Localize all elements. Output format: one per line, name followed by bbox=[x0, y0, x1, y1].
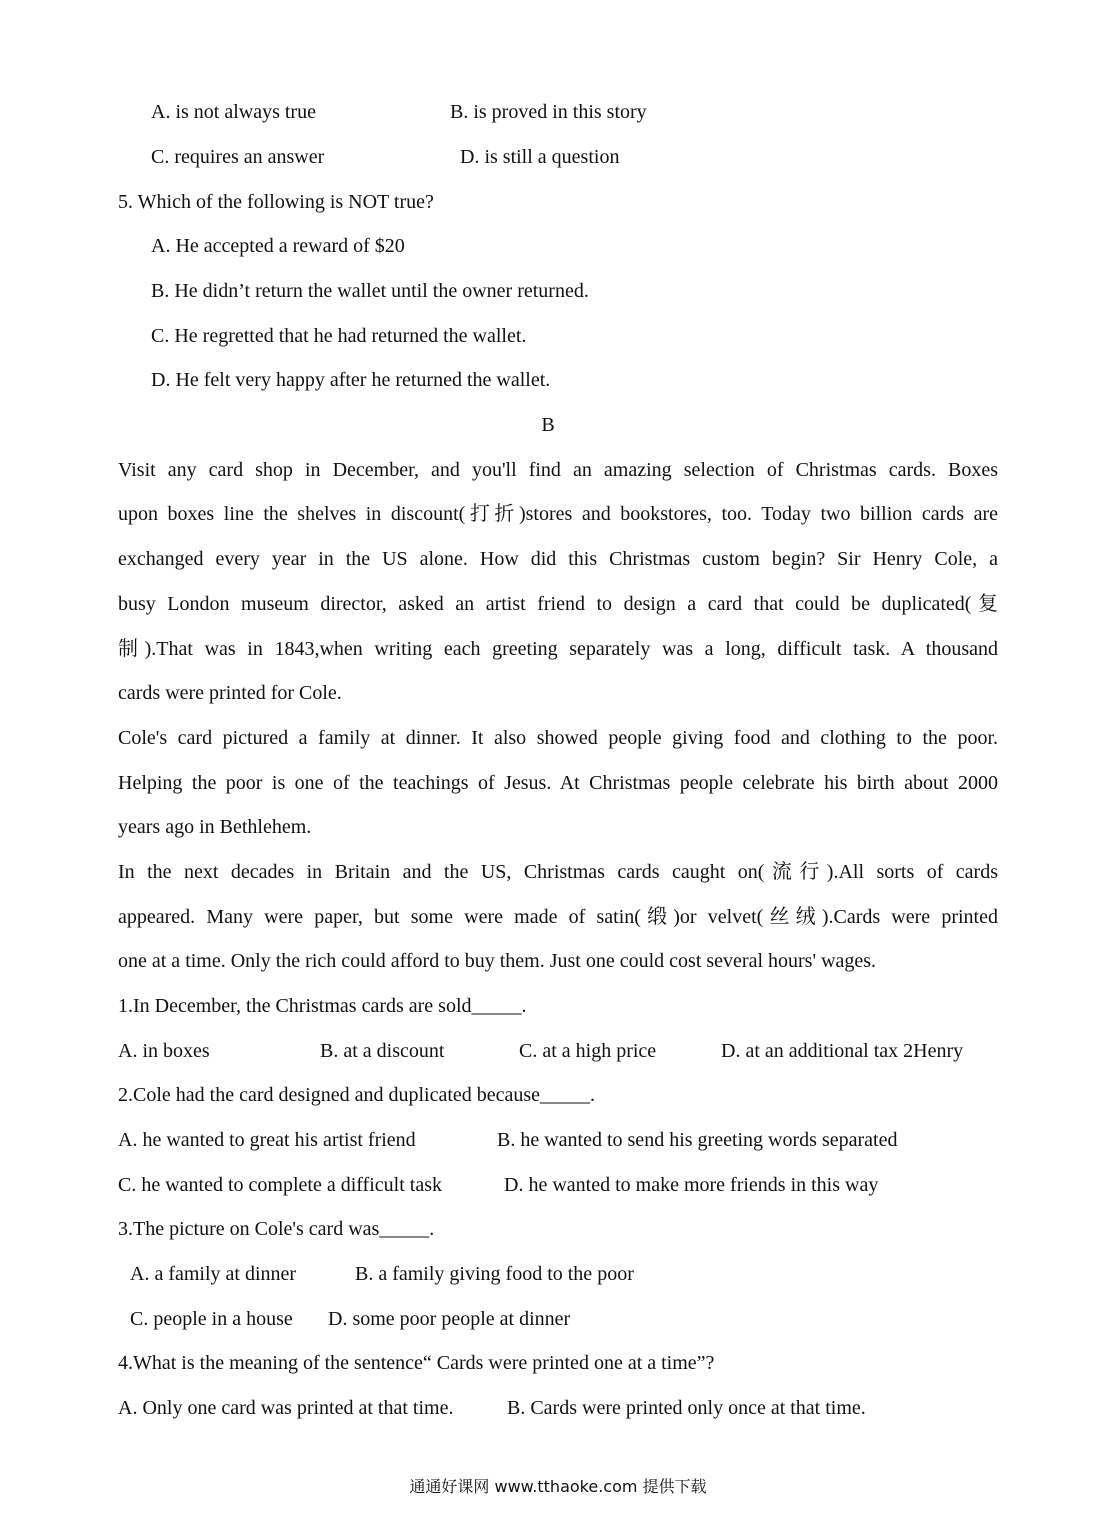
option-a: A. Only one card was printed at that time. bbox=[118, 1397, 454, 1419]
option-d: D. at an additional tax 2Henry bbox=[721, 1040, 964, 1062]
passage-line: 制).That was in 1843,when writing each greeting separately was a long, difficult task. A thousand bbox=[118, 638, 998, 660]
option-d: D. he wanted to make more friends in this way bbox=[504, 1174, 879, 1196]
option-d: D. He felt very happy after he returned the wallet. bbox=[151, 369, 551, 391]
option-c: C. people in a house bbox=[130, 1308, 293, 1330]
passage-line: busy London museum director, asked an artist friend to design a card that could be duplicated(复 bbox=[118, 593, 998, 615]
passage-line: exchanged every year in the US alone. How did this Christmas custom begin? Sir Henry Cole, a bbox=[118, 548, 998, 570]
option-b: B. he wanted to send his greeting words separated bbox=[497, 1129, 898, 1151]
option-b: B. Cards were printed only once at that time. bbox=[507, 1397, 866, 1419]
passage-line: one at a time. Only the rich could afford to buy them. Just one could cost several hours' wages. bbox=[118, 950, 877, 972]
option-a: A. he wanted to great his artist friend bbox=[118, 1129, 416, 1151]
option-d: D. is still a question bbox=[460, 146, 620, 168]
passage-line: Helping the poor is one of the teachings of Jesus. At Christmas people celebrate his birth about 2000 bbox=[118, 772, 998, 794]
question-stem: 1.In December, the Christmas cards are sold_____. bbox=[118, 995, 527, 1017]
question-stem: 3.The picture on Cole's card was_____. bbox=[118, 1218, 435, 1240]
question-stem: 4.What is the meaning of the sentence“ Cards were printed one at a time”? bbox=[118, 1352, 715, 1374]
passage-line: Visit any card shop in December, and you'll find an amazing selection of Christmas cards. Boxes bbox=[118, 459, 998, 481]
option-c: C. requires an answer bbox=[151, 146, 325, 168]
option-b: B. He didn’t return the wallet until the owner returned. bbox=[151, 280, 589, 302]
option-a: A. a family at dinner bbox=[130, 1263, 297, 1285]
section-heading: B bbox=[541, 414, 555, 436]
passage-line: appeared. Many were paper, but some were made of satin(缎)or velvet(丝绒).Cards were printed bbox=[118, 906, 998, 928]
passage-line: In the next decades in Britain and the US, Christmas cards caught on(流行).All sorts of cards bbox=[118, 861, 998, 883]
passage-line: Cole's card pictured a family at dinner. It also showed people giving food and clothing to the poor. bbox=[118, 727, 998, 749]
option-c: C. He regretted that he had returned the wallet. bbox=[151, 325, 527, 347]
option-b: B. at a discount bbox=[320, 1040, 445, 1062]
question-stem: 5. Which of the following is NOT true? bbox=[118, 191, 434, 213]
option-d: D. some poor people at dinner bbox=[328, 1308, 571, 1330]
option-b: B. is proved in this story bbox=[450, 101, 647, 123]
option-a: A. in boxes bbox=[118, 1040, 210, 1062]
option-c: C. he wanted to complete a difficult task bbox=[118, 1174, 442, 1196]
option-c: C. at a high price bbox=[519, 1040, 657, 1062]
option-a: A. He accepted a reward of $20 bbox=[151, 235, 405, 257]
question-stem: 2.Cole had the card designed and duplicated because_____. bbox=[118, 1084, 596, 1106]
option-b: B. a family giving food to the poor bbox=[355, 1263, 634, 1285]
passage-line: upon boxes line the shelves in discount(打折)stores and bookstores, too. Today two billion cards are bbox=[118, 503, 998, 525]
passage-line: cards were printed for Cole. bbox=[118, 682, 342, 704]
passage-line: years ago in Bethlehem. bbox=[118, 816, 312, 838]
page-footer: 通通好课网 www.tthaoke.com 提供下载 bbox=[409, 1477, 707, 1496]
option-a: A. is not always true bbox=[151, 101, 316, 123]
